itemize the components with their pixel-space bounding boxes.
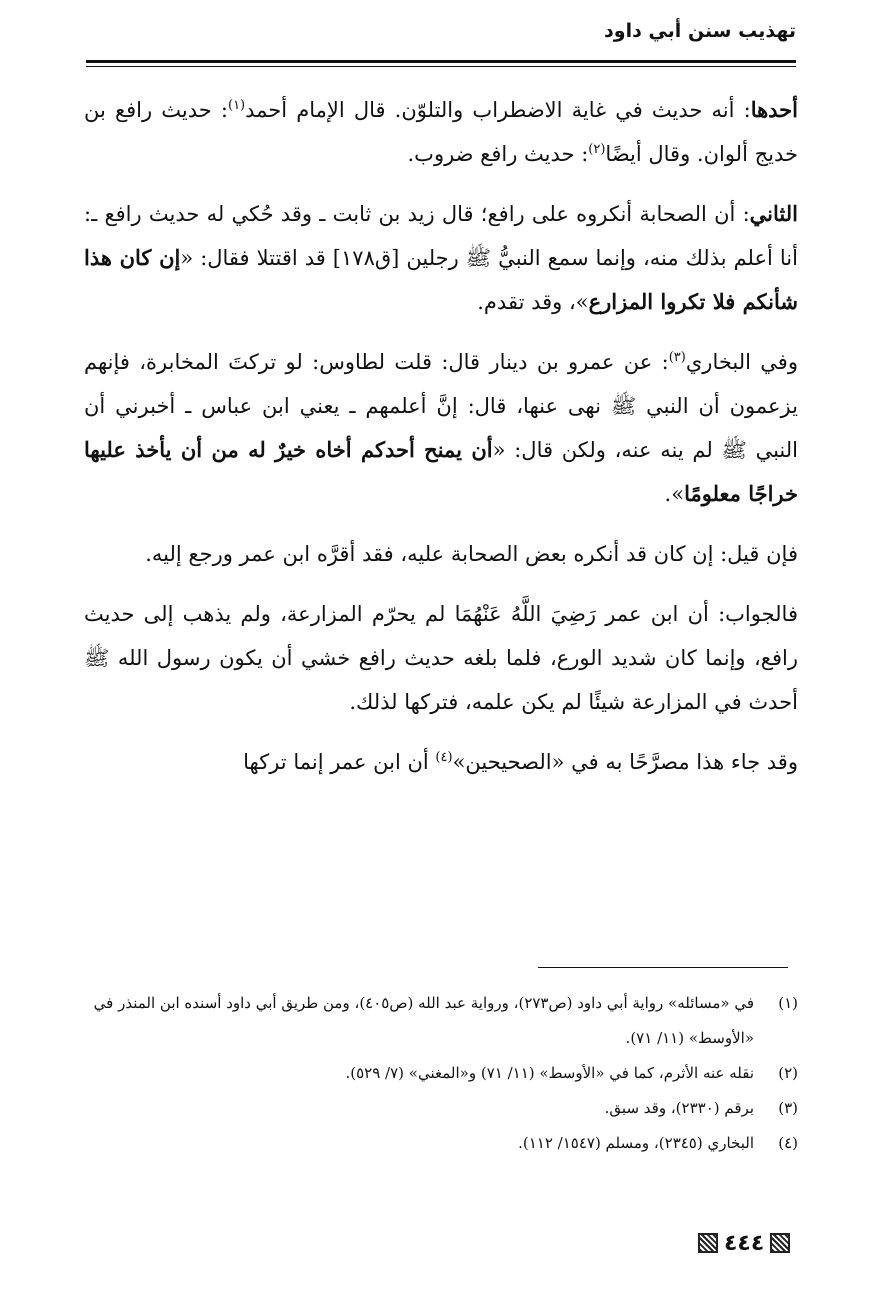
footnote-ref: (١): [227, 98, 246, 113]
paragraph-text: وقد جاء هذا مصرَّحًا به في «الصحيحين»: [452, 750, 798, 774]
paragraph-text: أن ابن عمر إنما تركها: [243, 750, 436, 774]
paragraph-text: فالجواب: أن ابن عمر رَضِيَ اللَّهُ عَنْهُمَا لم يحرّم المزارعة، ولم يذهب إلى حديث رافع، وإنما كان شديد الورع، فلما بلغه حديث رافع خشي أن يكون رسول الله ﷺ أحدث في المزارعة شيئًا لم يكن علمه، فتركها لذلك.: [84, 602, 798, 714]
footnote-number: (٤): [778, 1134, 798, 1152]
paragraph-1: [84, 88, 798, 176]
paragraph-lead: الثاني: [749, 201, 798, 226]
hadith-quote: إن كان هذا شأنكم فلا تكروا المزارع: [84, 245, 798, 314]
paragraph-3: [84, 340, 798, 516]
footnote-item: [84, 1126, 798, 1161]
paragraph-text: »، وقد تقدم.: [477, 290, 589, 314]
footnote-ref: (٢): [588, 142, 606, 157]
paragraph-text: : عن عمرو بن دينار قال: قلت لطاوس: لو تركتَ المخابرة، فإنهم يزعمون أن النبي ﷺ نهى عنها، قال: إنَّ أعلمهم ـ يعني ابن عباس ـ أخبرني أن النبي ﷺ لم ينه عنه، ولكن قال: «: [84, 350, 798, 462]
paragraph-6: [84, 740, 798, 784]
paragraph-text: : حديث رافع بن خديج ألوان. وقال أيضًا: [84, 98, 798, 166]
footnote-text: البخاري (٢٣٤٥)، ومسلم (١٥٤٧/ ١١٢).: [518, 1134, 754, 1152]
footnote-item: [84, 986, 798, 1056]
paragraph-4: [84, 532, 798, 576]
footnotes: [84, 986, 798, 1161]
paragraph-2: [84, 192, 798, 324]
paragraph-text: : حديث رافع ضروب.: [407, 142, 589, 166]
paragraph-5: [84, 592, 798, 724]
running-title: تهذيب سنن أبي داود: [604, 20, 796, 42]
ornament-left-icon: [698, 1233, 718, 1253]
footnote-text: نقله عنه الأثرم، كما في «الأوسط» (١١/ ٧١) و«المغني» (٧/ ٥٢٩).: [345, 1064, 754, 1082]
paragraph-text: : أن الصحابة أنكروه على رافع؛ قال زيد بن ثابت ـ وقد حُكي له حديث رافع ـ: أنا أعلم بذلك منه، وإنما سمع النبيُّ ﷺ رجلين [ق١٧٨] قد اقتتلا فقال: «: [84, 202, 798, 270]
paragraph-lead: أحدها: [750, 97, 798, 122]
ornament-right-icon: [770, 1233, 790, 1253]
paragraph-text: ».: [664, 482, 685, 506]
header-rule: [86, 60, 796, 63]
page-number-block: [698, 1227, 790, 1259]
footnote-item: [84, 1091, 798, 1126]
paragraph-text: وفي البخاري: [685, 350, 798, 374]
header-rule-thin: [86, 66, 796, 67]
footnote-ref: (٤): [435, 750, 453, 765]
paragraph-text: : أنه حديث في غاية الاضطراب والتلوّن. قال الإمام أحمد: [245, 98, 751, 122]
hadith-quote: أن يمنح أحدكم أخاه خيرٌ له من أن يأخذ عليها خراجًا معلومًا: [84, 437, 798, 506]
footnote-text: برقم (٢٣٣٠)، وقد سبق.: [604, 1099, 754, 1117]
paragraph-text: فإن قيل: إن كان قد أنكره بعض الصحابة عليه، فقد أقرَّه ابن عمر ورجع إليه.: [145, 542, 798, 566]
footnote-ref: (٣): [668, 350, 686, 365]
footnote-text: في «مسائله» رواية أبي داود (ص٢٧٣)، ورواية عبد الله (ص٤٠٥)، ومن طريق أبي داود أسنده ابن المنذر في «الأوسط» (١١/ ٧١).: [93, 994, 754, 1047]
footnote-separator: [538, 967, 788, 968]
footnote-item: [84, 1056, 798, 1091]
footnote-number: (٣): [778, 1099, 798, 1117]
page-number: ٤٤٤: [724, 1230, 765, 1256]
footnote-number: (١): [778, 994, 798, 1012]
main-text: [84, 88, 798, 800]
footnote-number: (٢): [778, 1064, 798, 1082]
